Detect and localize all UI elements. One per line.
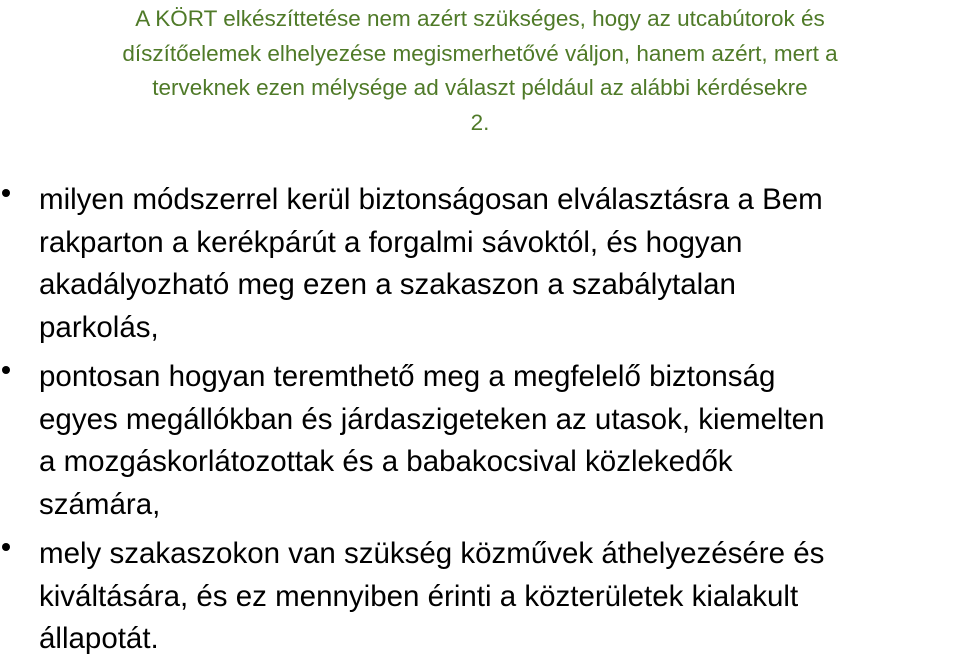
question-list: [0, 179, 960, 661]
list-item: [0, 533, 960, 661]
intro-line: díszítőelemek elhelyezése megismerhetővé váljon, hanem azért, mert a: [122, 40, 838, 66]
list-item-line: mely szakaszokon van szükség közművek áthelyezésére és: [39, 537, 825, 570]
list-item-line: számára,: [39, 487, 161, 521]
bullet-dot-icon: [2, 189, 10, 197]
bullet-dot-icon: [2, 543, 10, 551]
list-item-line: kiváltására, és ez mennyiben érinti a közterületek kialakult: [39, 579, 799, 613]
list-item-line: a mozgáskorlátozottak és a babakocsival közlekedők: [39, 445, 733, 478]
list-item-line: rakparton a kerékpárút a forgalmi sávoktól, és hogyan: [39, 225, 743, 259]
intro-heading: [30, 2, 930, 140]
intro-line: terveknek ezen mélysége ad választ például az alábbi kérdésekre: [152, 75, 808, 100]
intro-line: 2.: [470, 109, 490, 135]
list-item-line: parkolás,: [39, 310, 159, 344]
list-item-line: pontosan hogyan teremthető meg a megfelelő biztonság: [39, 360, 776, 393]
list-item: [0, 356, 960, 526]
intro-line: A KÖRT elkészíttetése nem azért szükséges, hogy az utcabútorok és: [135, 6, 825, 31]
list-item-line: állapotát.: [39, 622, 159, 655]
bullet-dot-icon: [2, 366, 10, 374]
list-item: [0, 179, 960, 349]
list-item-line: akadályozható meg ezen a szakaszon a szabálytalan: [39, 268, 736, 301]
list-item-line: egyes megállókban és járdaszigeteken az utasok, kiemelten: [39, 402, 825, 436]
list-item-line: milyen módszerrel kerül biztonságosan elválasztásra a Bem: [39, 183, 823, 216]
